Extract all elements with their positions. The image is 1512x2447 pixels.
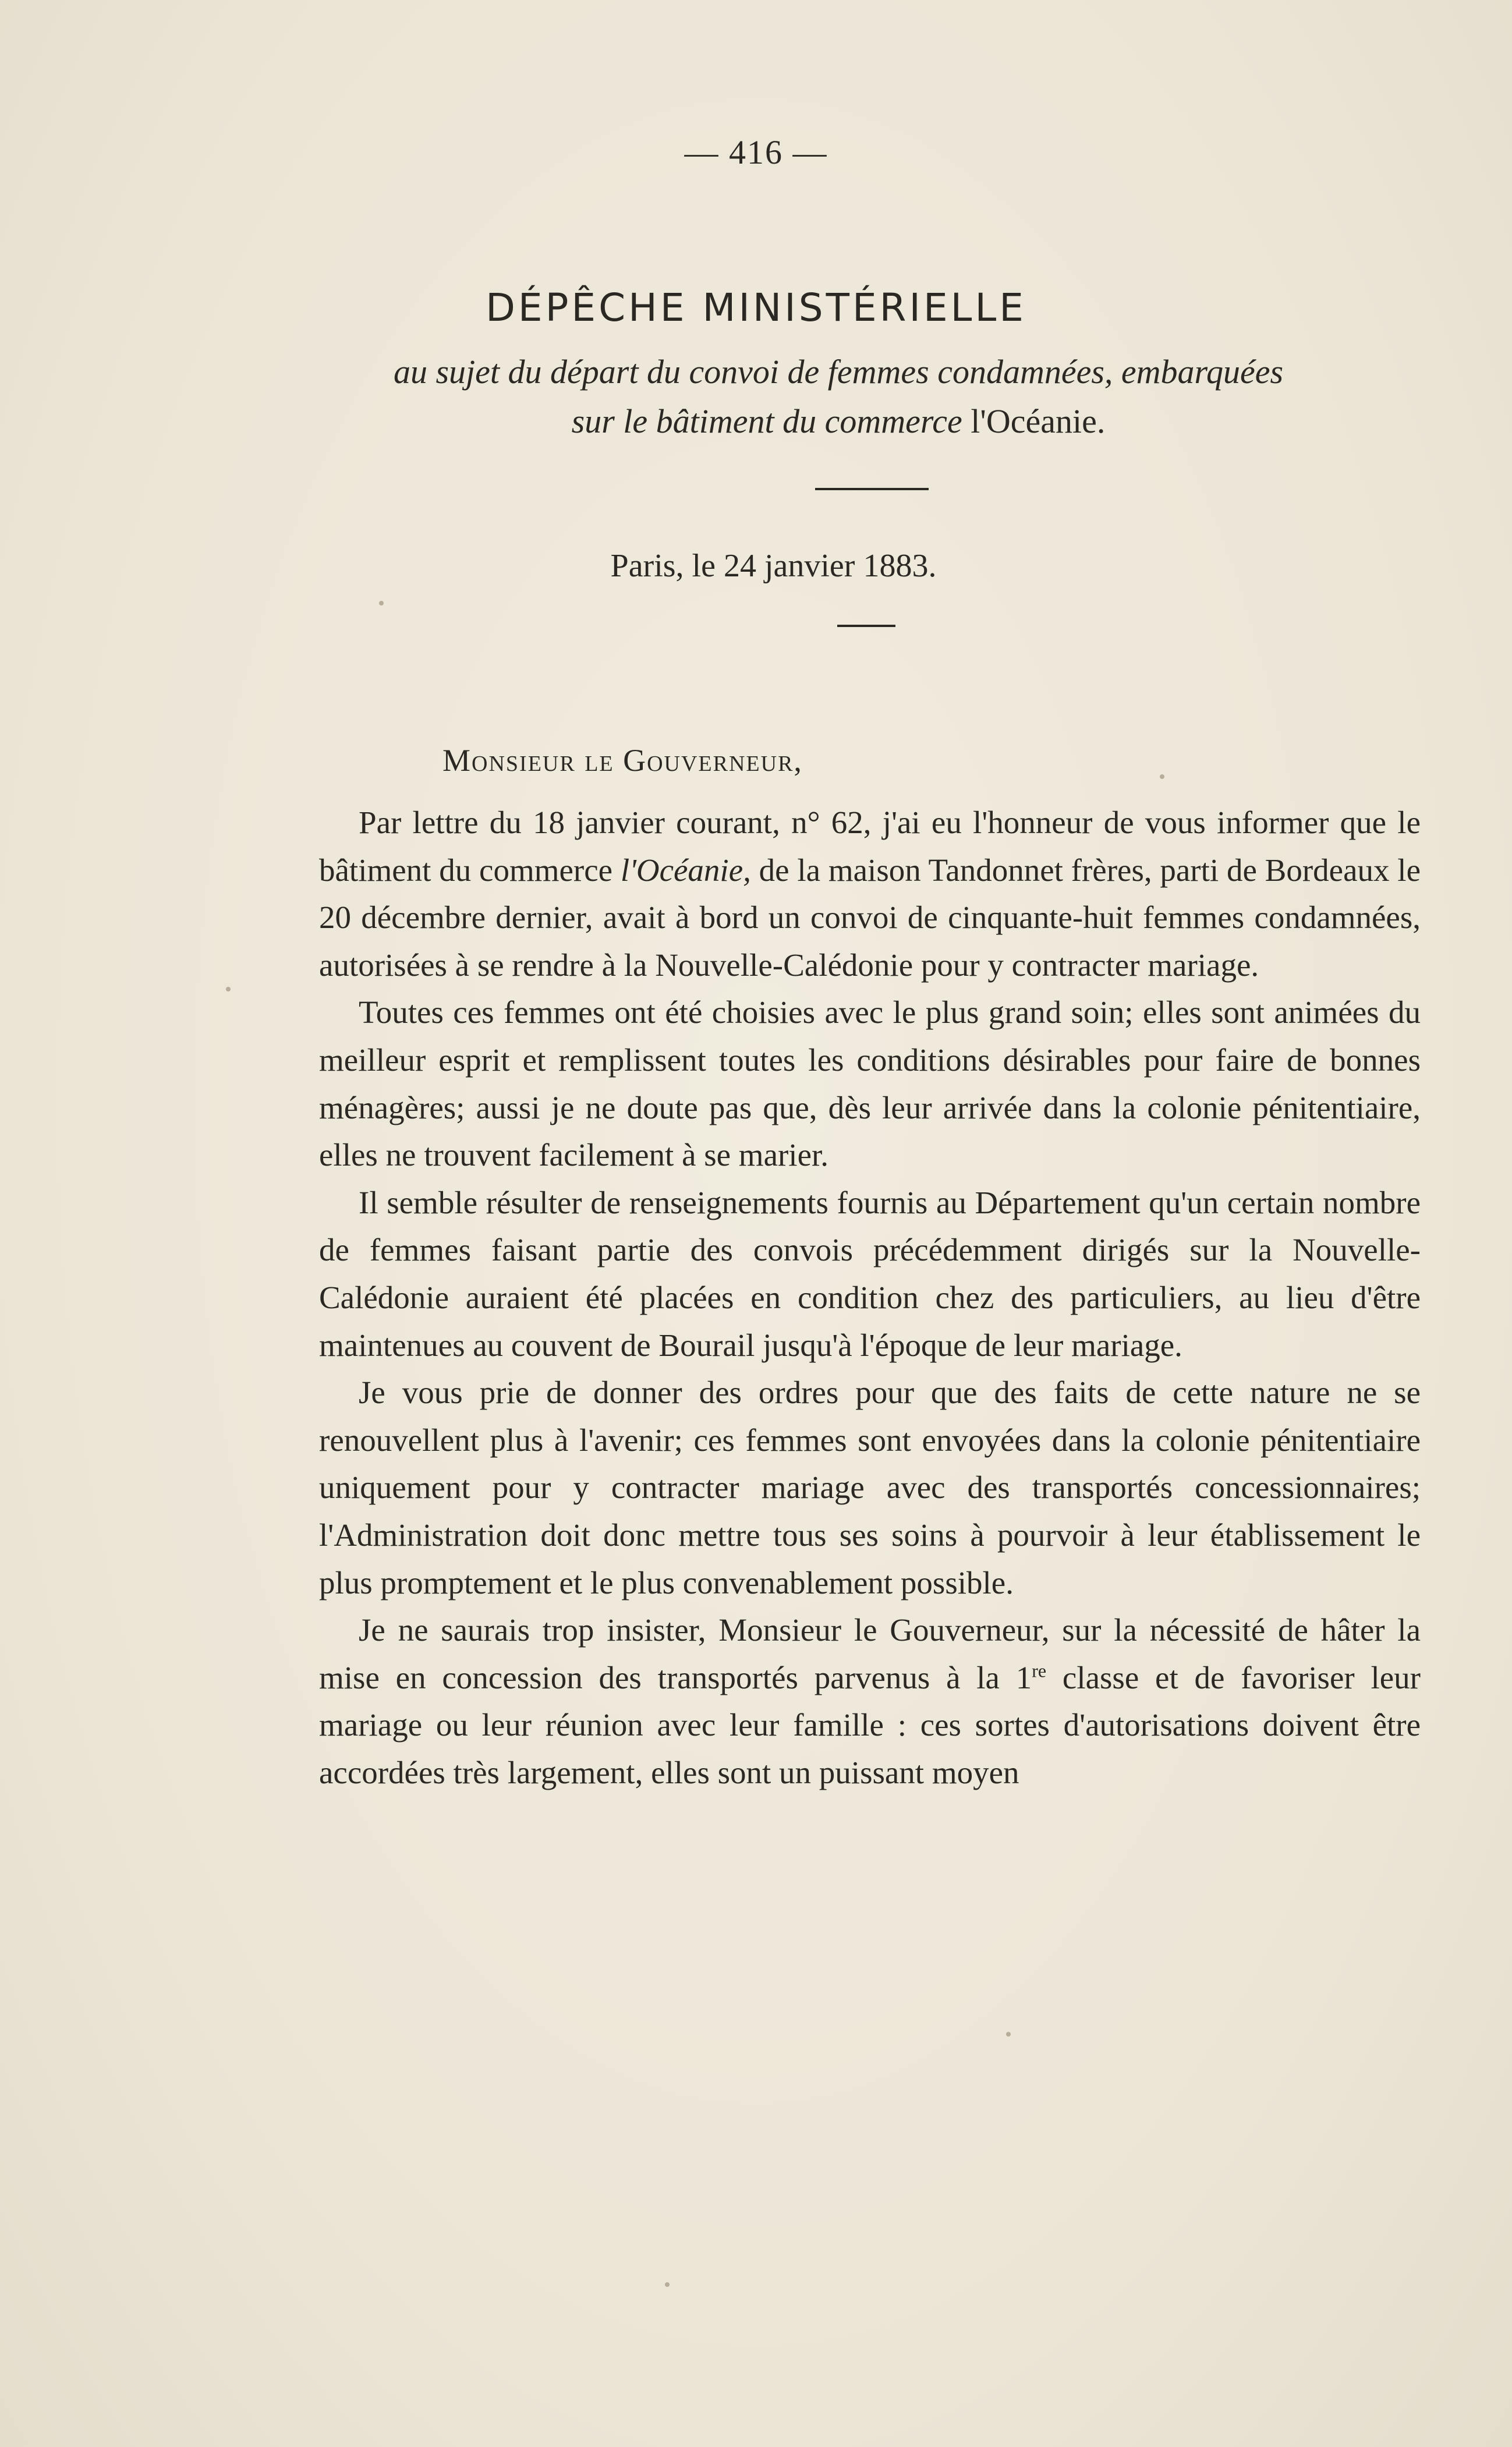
salutation: Monsieur le Gouverneur, — [442, 743, 803, 778]
letter-body — [319, 799, 1421, 1796]
subtitle-line-1: au sujet du départ du convoi de femmes condamnées, embarquées — [393, 353, 1284, 391]
page-number: — 416 — — [684, 133, 828, 171]
paper-speck — [665, 2282, 670, 2287]
paragraph-5-part-2: classe et de favoriser leur mariage ou leur réunion avec leur famille : ces sortes d'autorisations doivent être accordées très largement, elles sont un puissant moyen — [319, 1659, 1421, 1790]
subtitle-ship-name: l'Océanie. — [971, 402, 1106, 440]
document-title: DÉPÊCHE MINISTÉRIELLE — [486, 285, 1026, 330]
paragraph-3: Il semble résulter de renseignements fournis au Département qu'un certain nombre de femmes faisant partie des convois précédemment dirigés sur la Nouvelle-Calédonie auraient été placées en condition chez des particuliers, au lieu d'être maintenues au couvent de Bourail jusqu'à l'époque de leur mariage. — [319, 1184, 1421, 1363]
date-divider — [837, 625, 895, 627]
paper-speck — [226, 987, 231, 991]
paper-speck — [1160, 774, 1164, 779]
paragraph-2: Toutes ces femmes ont été choisies avec le plus grand soin; elles sont animées du meilleur esprit et remplissent toutes les conditions désirables pour faire de bonnes ménagères; aussi je ne doute pas que, dès leur arrivée dans la colonie pénitentiaire, elles ne trouvent facilement à se marier. — [319, 994, 1421, 1173]
dateline: Paris, le 24 janvier 1883. — [610, 548, 937, 584]
paragraph-5 — [319, 1606, 1421, 1796]
subtitle-line-2 — [314, 402, 1362, 441]
paragraph-5-superscript: re — [1032, 1660, 1047, 1681]
paragraph-1-part-1: Par lettre du 18 janvier courant, n° 62, j'ai eu l'honneur de vous informer que le bâtiment du commerce — [319, 805, 1421, 888]
paragraph-4: Je vous prie de donner des ordres pour que des faits de cette nature ne se renouvellent plus à l'avenir; ces femmes sont envoyées dans la colonie pénitentiaire uniquement pour y contracter mariage avec des transportés concessionnaires; l'Administration doit donc mettre tous ses soins à pourvoir à leur établissement le plus promptement et le plus convenablement possible. — [319, 1375, 1421, 1600]
subtitle-line-2-prefix: sur le bâtiment du commerce — [571, 402, 962, 440]
paragraph-1-part-2: de la maison Tandonnet frères, parti de Bordeaux le 20 décembre dernier, avait à bord un convoi de cinquante-huit femmes condamnées, autorisées à se rendre à la Nouvelle-Calédonie pour y contracter mariage. — [319, 852, 1421, 983]
paragraph-1-ship-name: l'Océanie, — [620, 852, 751, 888]
paragraph-5-part-1: Je ne saurais trop insister, Monsieur le Gouverneur, sur la nécessité de hâter la mise en concession des transportés parvenus à la 1 — [319, 1612, 1421, 1695]
paragraph-1 — [319, 799, 1421, 989]
title-divider — [815, 488, 929, 490]
paper-speck — [1006, 2032, 1011, 2037]
paper-speck — [379, 601, 384, 605]
